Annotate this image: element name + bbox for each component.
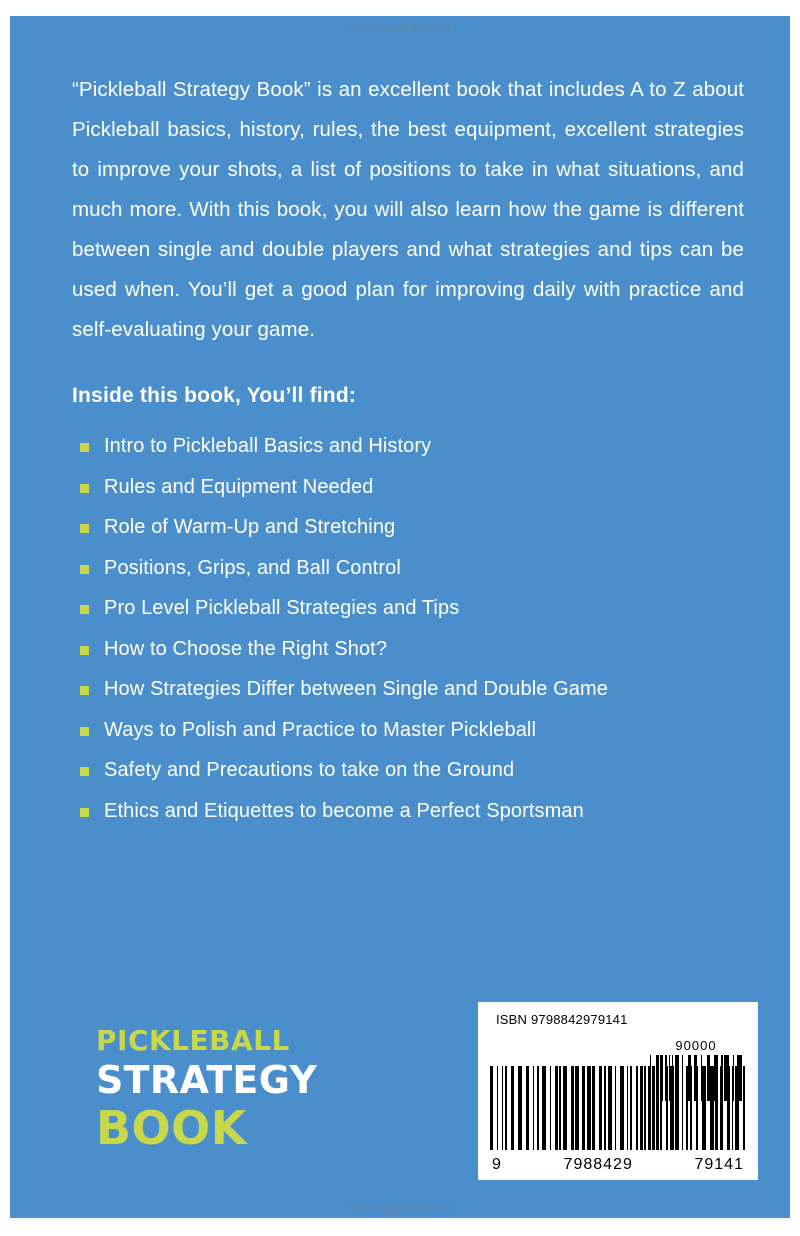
list-item-label: Role of Warm-Up and Stretching — [104, 516, 396, 538]
list-item-label: Ways to Polish and Practice to Master Pickleball — [104, 718, 537, 741]
list-item-label: Ethics and Etiquettes to become a Perfect Sportsman — [104, 799, 584, 822]
list-item — [72, 507, 744, 548]
list-item — [72, 467, 744, 508]
bullet-square-icon — [80, 565, 89, 574]
bullet-square-icon — [80, 686, 89, 695]
ean-digit-main: 7988429 — [563, 1156, 633, 1173]
logo-line-strategy: STRATEGY — [96, 1058, 318, 1102]
watermark-top: Copyrighted Material — [349, 22, 451, 34]
ean-bars — [490, 1066, 746, 1150]
list-item — [72, 669, 744, 710]
bullet-square-icon — [80, 808, 89, 817]
list-item-label: Positions, Grips, and Ball Control — [104, 556, 401, 579]
list-item-label: Rules and Equipment Needed — [104, 475, 374, 498]
bullet-square-icon — [80, 767, 89, 776]
bullet-square-icon — [80, 524, 89, 533]
cover-right-edge — [790, 0, 800, 1236]
book-logo — [96, 1024, 318, 1155]
ean-digit-right: 79141 — [694, 1156, 744, 1173]
bullet-square-icon — [80, 605, 89, 614]
watermark-bottom: Copyrighted Material — [349, 1202, 451, 1214]
isbn-label: ISBN 9798842979141 — [496, 1012, 628, 1027]
ean-digit-left: 9 — [492, 1156, 502, 1173]
book-contents-list — [72, 426, 744, 831]
book-description: “Pickleball Strategy Book” is an excellent book that includes A to Z about Pickleball basics, history, rules, the best equipment, excellent strategies to improve your shots, a list of positions to take in what situations, and much more. With this book, you will also learn how the game is different between single and double players and what strategies and tips can be used when. You’ll get a good plan for improving daily with practice and self-evaluating your game. — [72, 78, 744, 341]
ean-digits — [490, 1156, 746, 1174]
bullet-square-icon — [80, 727, 89, 736]
list-item — [72, 548, 744, 589]
list-item — [72, 791, 744, 832]
ean-barcode — [490, 1066, 746, 1150]
price-code-digits: 90000 — [675, 1038, 717, 1053]
list-item-label: Pro Level Pickleball Strategies and Tips — [104, 597, 460, 619]
logo-line-book: BOOK — [96, 1101, 247, 1155]
inside-this-book-heading: Inside this book, You’ll find: — [72, 384, 357, 407]
cover-content — [72, 70, 744, 831]
list-item-label: How to Choose the Right Shot? — [104, 637, 388, 660]
list-item — [72, 750, 744, 791]
list-item-label: Safety and Precautions to take on the Ground — [104, 759, 515, 781]
bullet-square-icon — [80, 484, 89, 493]
bullet-square-icon — [80, 646, 89, 655]
cover-bottom-edge — [0, 1218, 800, 1236]
bullet-square-icon — [80, 443, 89, 452]
barcode-block — [478, 1002, 758, 1180]
list-item — [72, 629, 744, 670]
list-item-label: Intro to Pickleball Basics and History — [104, 435, 432, 457]
list-item — [72, 426, 744, 467]
logo-line-pickleball: PICKLEBALL — [96, 1024, 290, 1057]
list-item-label: How Strategies Differ between Single and Double Game — [104, 678, 608, 700]
list-item — [72, 588, 744, 629]
list-item — [72, 710, 744, 751]
cover-top-edge — [0, 0, 800, 16]
cover-left-edge — [0, 0, 10, 1236]
